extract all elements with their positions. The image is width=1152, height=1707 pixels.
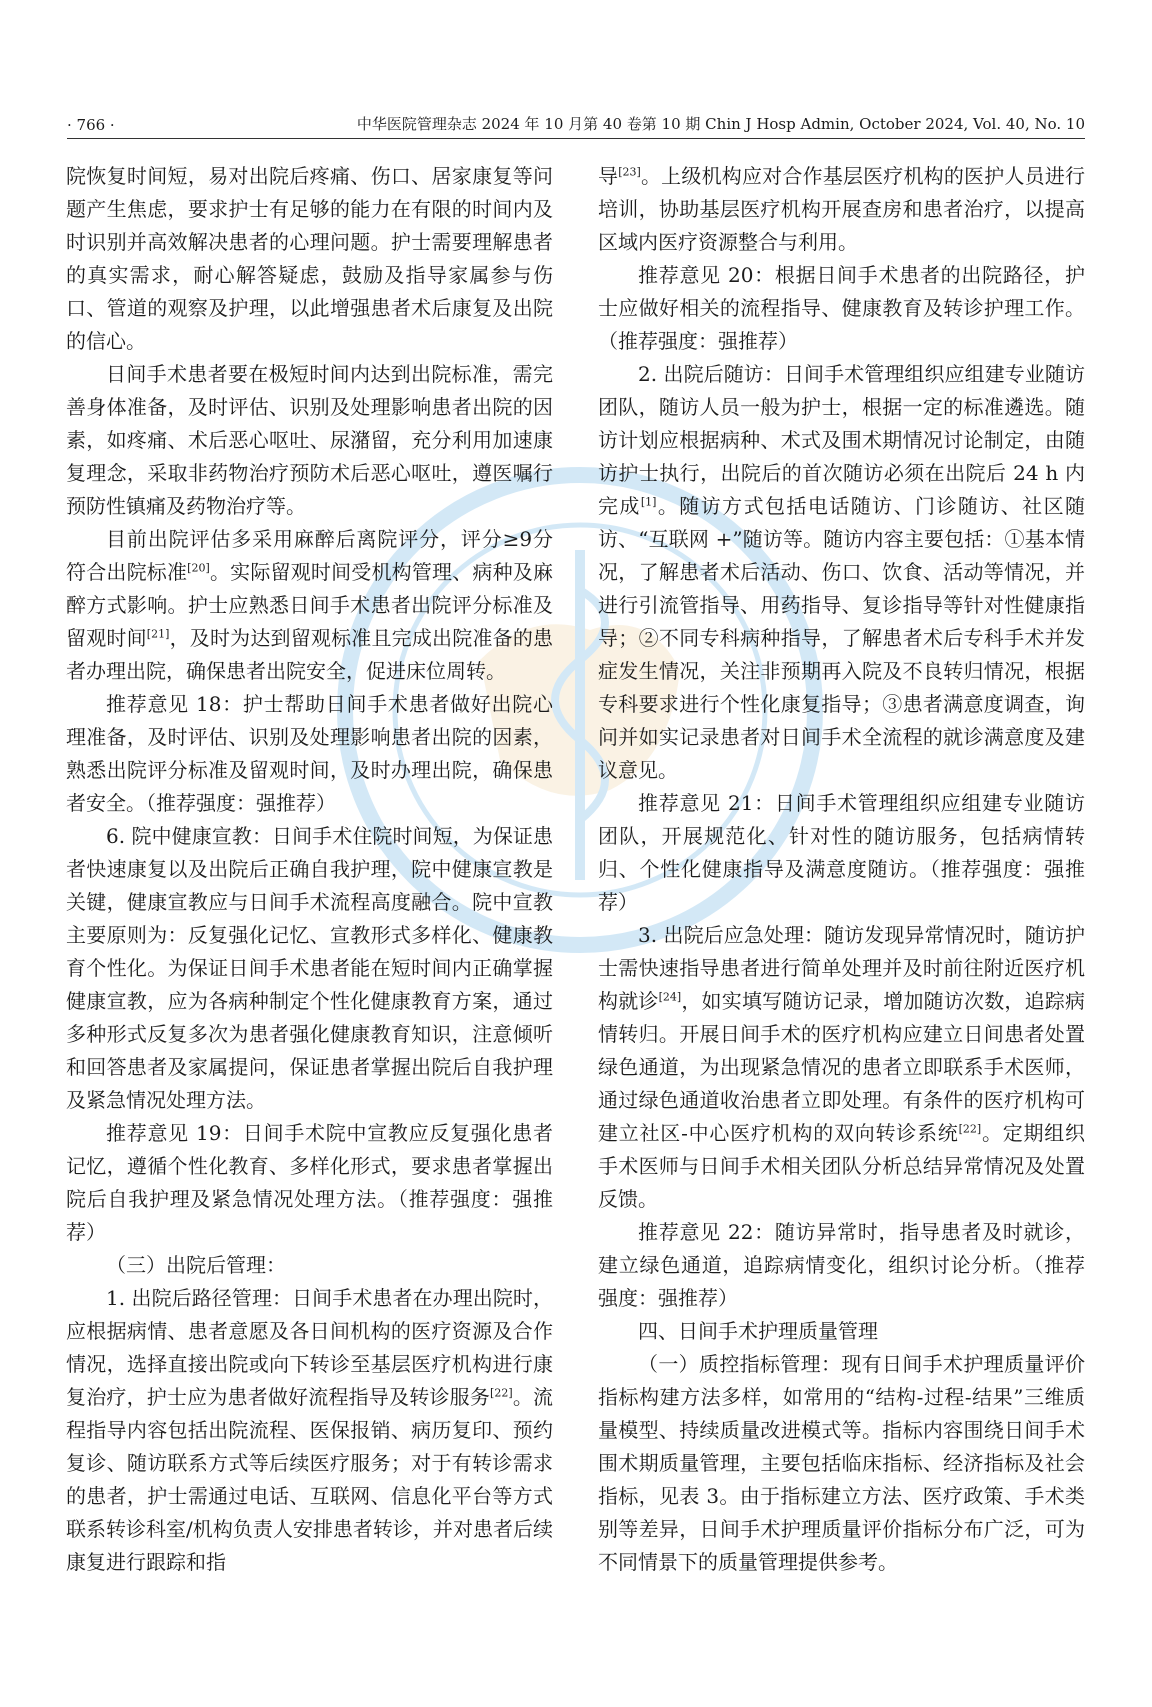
paragraph: 推荐意见 19：日间手术院中宣教应反复强化患者记忆，遵循个性化教育、多样化形式，要求患者掌握出院后自我护理及紧急情况处理方法。（推荐强度：强推荐） (66, 1121, 553, 1244)
paragraph: 3. 出院后应急处理：随访发现异常情况时，随访护士需快速指导患者进行简单处理并及时前往附近医疗机构就诊[24]，如实填写随访记录，增加随访次数，追踪病情转归。开展日间手术的医疗机构应建立日间患者处置绿色通道，为出现紧急情况的患者立即联系手术医师，通过绿色通道收治患者立即处理。有条件的医疗机构可建立社区-中心医疗机构的双向转诊系统[22]。定期组织手术医师与日间手术相关团队分析总结异常情况及处置反馈。 (598, 923, 1086, 1211)
paragraph: 四、日间手术护理质量管理 (638, 1319, 878, 1343)
citation-ref: [21] (146, 627, 170, 641)
paragraph: 院恢复时间短，易对出院后疼痛、伤口、居家康复等问题产生焦虑，要求护士有足够的能力在有限的时间内及时识别并高效解决患者的心理问题。护士需要理解患者的真实需求，耐心解答疑虑，鼓励及指导家属参与伤口、管道的观察及护理，以此增强患者术后康复及出院的信心。 (66, 164, 553, 353)
paragraph: 2. 出院后随访：日间手术管理组织应组建专业随访团队，随访人员一般为护士，根据一定的标准遴选。随访计划应根据病种、术式及围术期情况讨论制定，由随访护士执行，出院后的首次随访必须在出院后 24 h 内完成[1]。随访方式包括电话随访、门诊随访、社区随访、“互联网 +”随访等。随访内容主要包括：①基本情况，了解患者术后活动、伤口、饮食、活动等情况，并进行引流管指导、用药指导、复诊指导等针对性健康指导；②不同专科病种指导，了解患者术后专科手术并发症发生情况，关注非预期再入院及不良转归情况，根据专科要求进行个性化康复指导；③患者满意度调查，询问并如实记录患者对日间手术全流程的就诊满意度及建议意见。 (598, 362, 1086, 782)
paragraph: 推荐意见 20：根据日间手术患者的出院路径，护士应做好相关的流程指导、健康教育及转诊护理工作。（推荐强度：强推荐） (598, 263, 1085, 353)
header-rule (67, 138, 1085, 139)
citation-ref: [1] (640, 495, 657, 509)
journal-citation: 中华医院管理杂志 2024 年 10 月第 40 卷第 10 期 Chin J Hosp Admin, October 2024, Vol. 40, No. 10 (356, 115, 1085, 133)
paragraph: 导[23]。上级机构应对合作基层医疗机构的医护人员进行培训，协助基层医疗机构开展查房和患者治疗，以提高区域内医疗资源整合与利用。 (598, 164, 1086, 254)
citation-ref: [24] (658, 990, 682, 1004)
paragraph: （一）质控指标管理：现有日间手术护理质量评价指标构建方法多样，如常用的“结构-过程-结果”三维质量模型、持续质量改进模式等。指标内容围绕日间手术围术期质量管理，主要包括临床指标、经济指标及社会指标，见表 3。由于指标建立方法、医疗政策、手术类别等差异，日间手术护理质量评价指标分布广泛，可为不同情景下的质量管理提供参考。 (598, 1352, 1085, 1574)
running-header (67, 100, 1085, 134)
paragraph: 6. 院中健康宣教：日间手术住院时间短，为保证患者快速康复以及出院后正确自我护理，院中健康宣教是关键，健康宣教应与日间手术流程高度融合。院中宣教主要原则为：反复强化记忆、宣教形式多样化、健康教育个性化。为保证日间手术患者能在短时间内正确掌握健康宣教，应为各病种制定个性化健康教育方案，通过多种形式反复多次为患者强化健康教育知识，注意倾听和回答患者及家属提问，保证患者掌握出院后自我护理及紧急情况处理方法。 (66, 824, 553, 1112)
paragraph: 推荐意见 22：随访异常时，指导患者及时就诊，建立绿色通道，追踪病情变化，组织讨论分析。（推荐强度：强推荐） (598, 1220, 1085, 1310)
paragraph: 目前出院评估多采用麻醉后离院评分，评分≥9分符合出院标准[20]。实际留观时间受机构管理、病种及麻醉方式影响。护士应熟悉日间手术患者出院评分标准及留观时间[21]，及时为达到留观标准且完成出院准备的患者办理出院，确保患者出院安全，促进床位周转。 (66, 527, 554, 683)
citation-ref: [22] (958, 1122, 982, 1136)
citation-ref: [22] (490, 1386, 513, 1400)
paragraph: 推荐意见 21：日间手术管理组织应组建专业随访团队，开展规范化、针对性的随访服务，包括病情转归、个性化健康指导及满意度随访。（推荐强度：强推荐） (598, 791, 1085, 914)
right-column (598, 160, 1085, 1579)
paragraph: 日间手术患者要在极短时间内达到出院标准，需完善身体准备，及时评估、识别及处理影响患者出院的因素，如疼痛、术后恶心呕吐、尿潴留，充分利用加速康复理念，采取非药物治疗预防术后恶心呕吐，遵医嘱行预防性镇痛及药物治疗等。 (66, 362, 553, 518)
citation-ref: [20] (187, 561, 210, 575)
paragraph: 推荐意见 18：护士帮助日间手术患者做好出院心理准备，及时评估、识别及处理影响患者出院的因素，熟悉出院评分标准及留观时间，及时办理出院，确保患者安全。（推荐强度：强推荐） (66, 692, 553, 815)
citation-ref: [23] (618, 165, 641, 179)
paragraph: 1. 出院后路径管理：日间手术患者在办理出院时，应根据病情、患者意愿及各日间机构的医疗资源及合作情况，选择直接出院或向下转诊至基层医疗机构进行康复治疗，护士应为患者做好流程指导及转诊服务[22]。流程指导内容包括出院流程、医保报销、病历复印、预约复诊、随访联系方式等后续医疗服务；对于有转诊需求的患者，护士需通过电话、互联网、信息化平台等方式联系转诊科室/机构负责人安排患者转诊，并对患者后续康复进行跟踪和指 (66, 1286, 554, 1574)
page-number: · 766 · (67, 116, 115, 134)
paragraph: （三）出院后管理： (106, 1253, 286, 1277)
left-column (66, 160, 553, 1579)
